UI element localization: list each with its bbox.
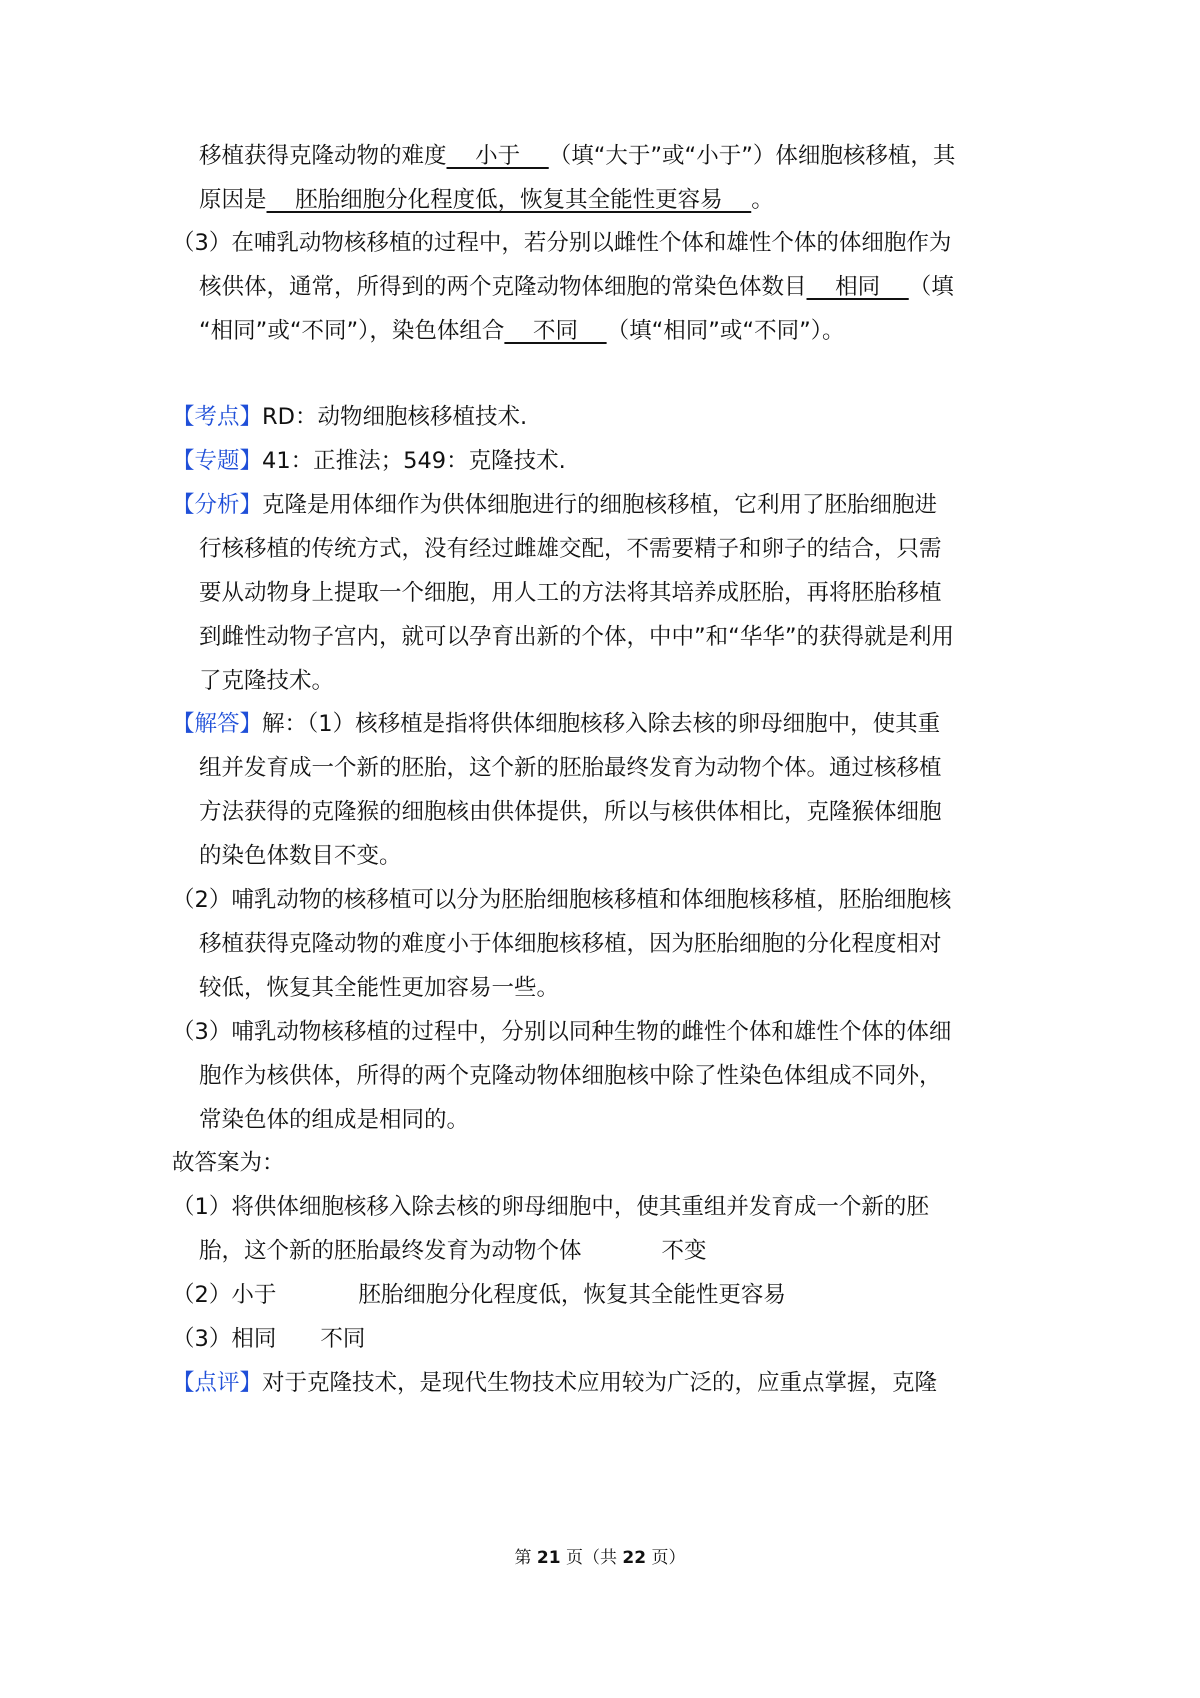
page-number: 21 [536, 1548, 561, 1568]
answer-blank: 胚胎细胞分化程度低，恢复其全能性更容易 [266, 187, 752, 213]
jieda-text: 方法获得的克隆猴的细胞核由供体提供，所以与核供体相比，克隆猴体细胞 [199, 799, 942, 825]
dianping-tag: 【点评】 [172, 1370, 263, 1396]
answer-1-line-2 [0, 1231, 1200, 1271]
jieda-line-2 [0, 748, 1200, 788]
answer-text: （3）相同 [172, 1326, 277, 1352]
fenxi-text: 到雌性动物子宫内，就可以孕育出新的个体，中中”和“华华”的获得就是利用 [199, 624, 954, 650]
jieda-text: 较低，恢复其全能性更加容易一些。 [199, 975, 560, 1001]
jieda-text: 胞作为核供体，所得的两个克隆动物体细胞核中除了性染色体组成不同外， [199, 1063, 942, 1089]
q3-text: （3）在哺乳动物核移植的过程中，若分别以雌性个体和雄性个体的体细胞作为 [172, 230, 952, 256]
jieda-p2-line-1 [0, 880, 1200, 920]
dianping-section [0, 1363, 1200, 1403]
q3-line-2 [0, 267, 1200, 307]
fenxi-text: 了克隆技术。 [199, 668, 335, 694]
q3-text: （填 [908, 274, 954, 300]
answer-text: 不变 [661, 1238, 707, 1264]
jieda-text: 组并发育成一个新的胚胎，这个新的胚胎最终发育为动物个体。通过核移植 [199, 755, 942, 781]
kaodian-section [0, 397, 1200, 437]
footer-text: 页） [651, 1548, 686, 1568]
q2-text: 移植获得克隆动物的难度 [199, 143, 447, 169]
jieda-line-4 [0, 836, 1200, 876]
q3-line-3 [0, 311, 1200, 351]
zhuanti-section [0, 441, 1200, 481]
fenxi-text: 克隆是用体细作为供体细胞进行的细胞核移植，它利用了胚胎细胞进 [262, 492, 938, 518]
fenxi-text: 要从动物身上提取一个细胞，用人工的方法将其培养成胚胎，再将胚胎移植 [199, 580, 942, 606]
zhuanti-tag: 【专题】 [172, 448, 263, 474]
q2-line-2 [0, 180, 1200, 220]
answer-text: 胚胎细胞分化程度低，恢复其全能性更容易 [358, 1282, 786, 1308]
jieda-text: 移植获得克隆动物的难度小于体细胞核移植，因为胚胎细胞的分化程度相对 [199, 931, 942, 957]
answer-text: （1）将供体细胞核移入除去核的卵母细胞中，使其重组并发育成一个新的胚 [172, 1194, 929, 1220]
q3-text: “相同”或“不同”），染色体组合 [199, 318, 505, 344]
jieda-line-3 [0, 792, 1200, 832]
fenxi-text: 行核移植的传统方式，没有经过雌雄交配，不需要精子和卵子的结合，只需 [199, 536, 942, 562]
jieda-tag: 【解答】 [172, 711, 263, 737]
jieda-p3-line-3 [0, 1100, 1200, 1140]
q2-line-1 [0, 136, 1200, 176]
footer-text: 页（共 [566, 1548, 617, 1568]
q2-text: （填“大于”或“小于”）体细胞核移植，其 [548, 143, 956, 169]
kaodian-tag: 【考点】 [172, 404, 263, 430]
jieda-p2-line-2 [0, 924, 1200, 964]
zhuanti-text: 41：正推法；549：克隆技术. [262, 448, 566, 474]
q3-text: 核供体，通常，所得到的两个克隆动物体细胞的常染色体数目 [199, 274, 807, 300]
answer-blank: 小于 [446, 143, 549, 169]
kaodian-text: RD：动物细胞核移植技术. [262, 404, 528, 430]
jieda-text: 常染色体的组成是相同的。 [199, 1107, 470, 1133]
answer-text: 不同 [320, 1326, 366, 1352]
q3-text: （填“相同”或“不同”）。 [606, 318, 845, 344]
answer-heading [0, 1143, 1200, 1183]
jieda-p3-line-2 [0, 1056, 1200, 1096]
fenxi-line-3 [0, 573, 1200, 613]
q2-text: 。 [751, 187, 774, 213]
jieda-p2-line-3 [0, 968, 1200, 1008]
answer-3 [0, 1319, 1200, 1359]
fenxi-line-4 [0, 617, 1200, 657]
answer-1-line-1 [0, 1187, 1200, 1227]
fenxi-line-5 [0, 661, 1200, 701]
jieda-line-1 [0, 704, 1200, 744]
jieda-p3-line-1 [0, 1012, 1200, 1052]
answer-blank: 不同 [504, 318, 607, 344]
answer-text: （2）小于 [172, 1282, 277, 1308]
dianping-text: 对于克隆技术，是现代生物技术应用较为广泛的，应重点掌握，克隆 [262, 1370, 938, 1396]
jieda-text: （2）哺乳动物的核移植可以分为胚胎细胞核移植和体细胞核移植，胚胎细胞核 [172, 887, 952, 913]
jieda-text: 解：（1）核移植是指将供体细胞核移入除去核的卵母细胞中，使其重 [262, 711, 941, 737]
page-footer [0, 1543, 1200, 1568]
fenxi-line-1 [0, 485, 1200, 525]
jieda-text: （3）哺乳动物核移植的过程中，分别以同种生物的雌性个体和雄性个体的体细 [172, 1019, 952, 1045]
answer-2 [0, 1275, 1200, 1315]
footer-text: 第 [514, 1548, 532, 1568]
q2-text: 原因是 [199, 187, 267, 213]
fenxi-line-2 [0, 529, 1200, 569]
answer-heading-text: 故答案为： [172, 1150, 285, 1176]
q3-line-1 [0, 223, 1200, 263]
fenxi-tag: 【分析】 [172, 492, 263, 518]
total-pages: 22 [622, 1548, 647, 1568]
answer-blank: 相同 [806, 274, 909, 300]
answer-text: 胎，这个新的胚胎最终发育为动物个体 [199, 1238, 582, 1264]
jieda-text: 的染色体数目不变。 [199, 843, 402, 869]
